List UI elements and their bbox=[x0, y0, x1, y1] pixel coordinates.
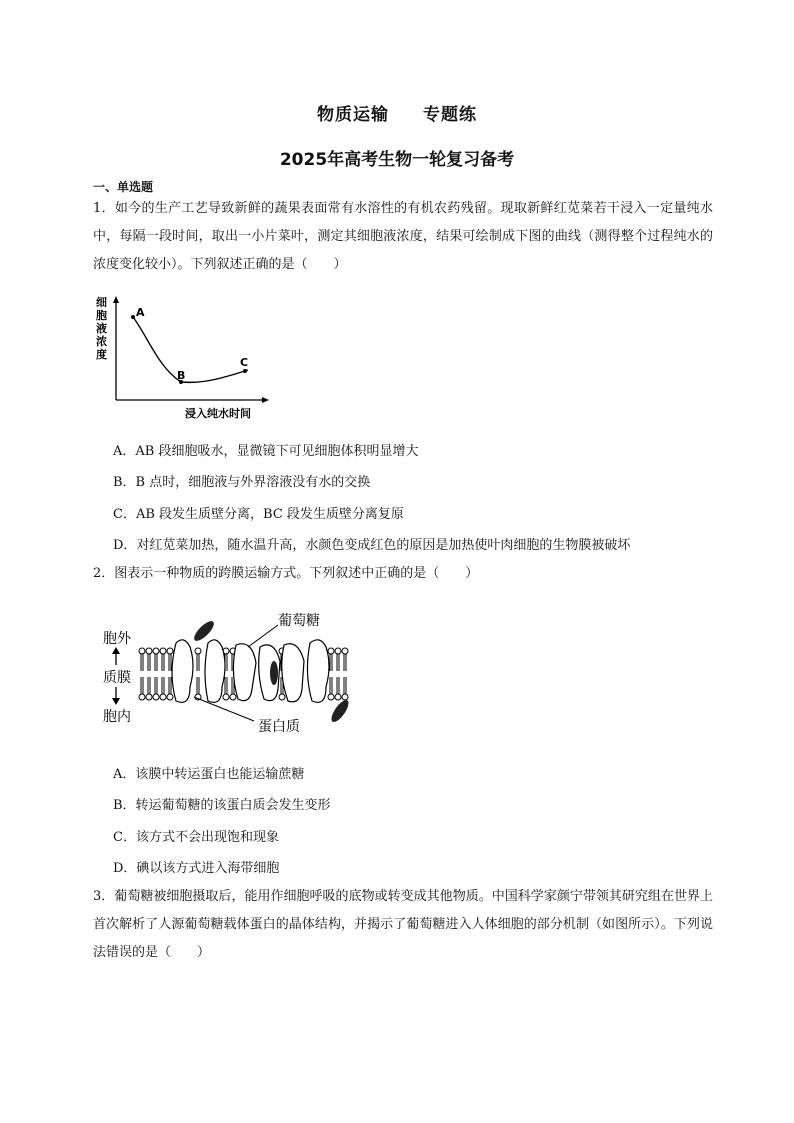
lipid-head bbox=[146, 694, 152, 700]
protein-5 bbox=[282, 644, 304, 702]
page-title bbox=[0, 100, 794, 125]
page-subtitle: 2025年高考生物一轮复习备考 bbox=[279, 150, 515, 170]
y-axis-arrow bbox=[113, 296, 119, 303]
lipid-head bbox=[328, 694, 334, 700]
question-2-option-b[interactable]: B．转运葡萄糖的该蛋白质会发生变形 bbox=[113, 798, 331, 813]
question-1-option-a[interactable]: A．AB 段细胞吸水，显微镜下可见细胞体积明显增大 bbox=[113, 444, 419, 459]
label-glucose: 葡萄糖 bbox=[278, 613, 320, 629]
label-inside: 胞内 bbox=[103, 709, 131, 725]
protein-1 bbox=[172, 640, 193, 703]
glucose-molecule-in-protein bbox=[270, 661, 278, 685]
question-1-option-b[interactable]: B．B 点时，细胞液与外界溶液没有水的交换 bbox=[113, 475, 371, 490]
lipid-head bbox=[342, 648, 348, 654]
question-3-stem: 3．葡萄糖被细胞摄取后，能用作细胞呼吸的底物或转变成其他物质。中国科学家颜宁带领其研究组在世界上首次解析了人源葡萄糖载体蛋白的晶体结构，并揭示了葡萄糖进入人体细胞的部分机制（如图所示）。下列说法错误的是（ ） bbox=[93, 889, 713, 960]
section-title: 一、单选题 bbox=[93, 180, 154, 194]
lipid-head bbox=[328, 648, 334, 654]
lipid-head bbox=[139, 648, 145, 654]
question-1-option-c[interactable]: C．AB 段发生质壁分离，BC 段发生质壁分离复原 bbox=[113, 507, 404, 522]
question-2-option-a[interactable]: A．该膜中转运蛋白也能运输蔗糖 bbox=[113, 767, 305, 782]
arrow-up-head bbox=[112, 647, 120, 654]
question-1-figure bbox=[93, 292, 283, 427]
label-membrane: 质膜 bbox=[103, 670, 131, 686]
y-axis-label: 细胞液浓度 bbox=[96, 296, 107, 361]
lipid-head bbox=[160, 694, 166, 700]
label-protein: 蛋白质 bbox=[258, 719, 300, 735]
glucose-molecule-inside bbox=[328, 697, 351, 724]
question-2-option-d[interactable]: D．碘以该方式进入海带细胞 bbox=[113, 861, 280, 876]
lipid-head bbox=[230, 694, 236, 700]
lipid-head bbox=[335, 694, 341, 700]
point-label-a: A bbox=[136, 306, 145, 319]
x-axis-label: 浸入纯水时间 bbox=[185, 407, 251, 420]
lipid-head bbox=[335, 648, 341, 654]
point-c bbox=[243, 369, 247, 373]
question-1-stem: 1．如今的生产工艺导致新鲜的蔬果表面常有水溶性的有机农药残留。现取新鲜红苋菜若干浸入一定量纯水中，每隔一段时间，取出一小片菜叶，测定其细胞液浓度，结果可绘制成下图的曲线（测得整个过程纯水的浓度变化较小）。下列叙述正确的是（ ） bbox=[93, 201, 713, 272]
question-1-option-d[interactable]: D．对红苋菜加热，随水温升高，水颜色变成红色的原因是加热使叶肉细胞的生物膜被破坏 bbox=[113, 538, 631, 553]
lipid-head bbox=[153, 648, 159, 654]
lipid-head bbox=[167, 694, 173, 700]
protein-2 bbox=[205, 640, 225, 703]
lipid-head bbox=[342, 694, 348, 700]
lipid-head bbox=[195, 648, 201, 654]
glucose-pointer-line bbox=[248, 625, 278, 647]
question-2-stem: 2．图表示一种物质的跨膜运输方式。下列叙述中正确的是（ ） bbox=[93, 566, 479, 581]
title-part2: 专题练 bbox=[423, 105, 477, 125]
concentration-curve bbox=[133, 317, 248, 382]
lipid-head bbox=[160, 648, 166, 654]
lipid-head bbox=[223, 694, 229, 700]
label-outside: 胞外 bbox=[103, 631, 131, 647]
lipid-head bbox=[139, 694, 145, 700]
x-axis-arrow bbox=[262, 397, 269, 403]
question-2-figure bbox=[98, 603, 388, 743]
question-2-option-c[interactable]: C．该方式不会出现饱和现象 bbox=[113, 830, 279, 845]
point-label-c: C bbox=[240, 356, 249, 369]
protein-6 bbox=[307, 640, 329, 703]
lipid-head bbox=[167, 648, 173, 654]
lipid-head bbox=[146, 648, 152, 654]
arrow-down-head bbox=[112, 698, 120, 705]
title-part1: 物质运输 bbox=[317, 105, 389, 125]
lipid-head bbox=[279, 694, 285, 700]
point-label-b: B bbox=[177, 369, 186, 382]
point-a bbox=[131, 315, 135, 319]
lipid-head bbox=[153, 694, 159, 700]
protein-3 bbox=[233, 644, 256, 701]
